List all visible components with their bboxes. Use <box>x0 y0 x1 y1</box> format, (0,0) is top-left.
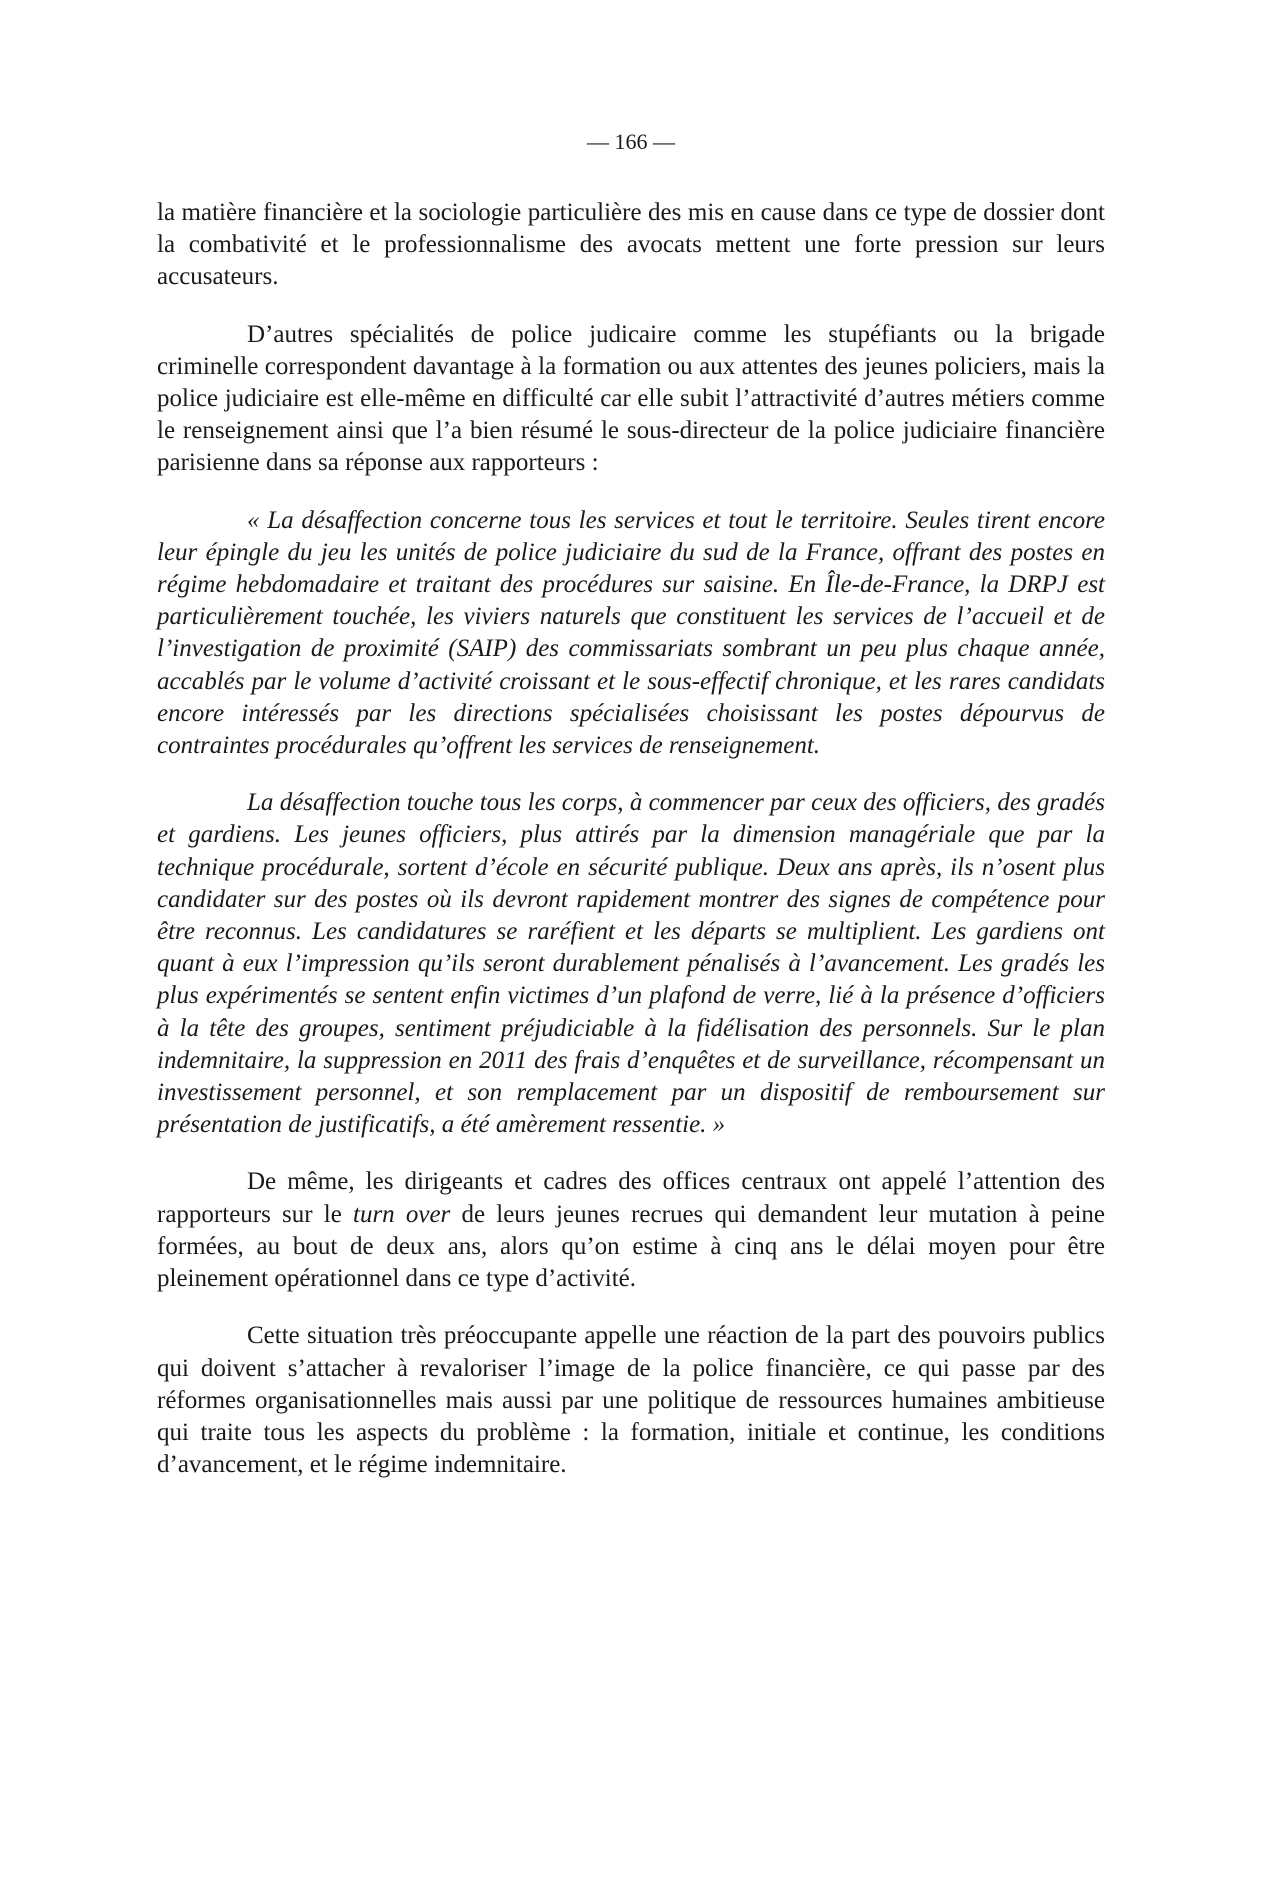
paragraph-continuation: la matière financière et la sociologie particulière des mis en cause dans ce type de dossier dont la combativité et le professionnalisme des avocats mettent une forte pression sur leurs accusateurs. <box>157 199 1105 291</box>
quote-paragraph-desaffection-corps: La désaffection touche tous les corps, à commencer par ceux des officiers, des gradés et gardiens. Les jeunes officiers, plus attirés par la dimension managériale que par la technique procédurale, sortent d’école en sécurité publique. Deux ans après, ils n’osent plus candidater sur des postes où ils devront rapidement montrer des signes de compétence pour être reconnus. Les candidatures se raréfient et les départs se multiplient. Les gardiens ont quant à eux l’impression qu’ils seront durablement pénalisés à l’avancement. Les gradés les plus expérimentés se sentent enfin victimes d’un plafond de verre, lié à la présence d’officiers à la tête des groupes, sentiment préjudiciable à la fidélisation des personnels. Sur le plan indemnitaire, la suppression en 2011 des frais d’enquêtes et de surveillance, récompensant un investissement personnel, et son remplacement par un dispositif de remboursement sur présentation de justificatifs, a été amèrement ressentie. » <box>157 789 1105 1139</box>
document-body <box>157 197 1105 1506</box>
paragraph-conclusion: Cette situation très préoccupante appelle une réaction de la part des pouvoirs publics qui doivent s’attacher à revaloriser l’image de la police financière, ce qui passe par des réformes organisationnelles mais aussi par une politique de ressources humaines ambitieuse qui traite tous les aspects du problème : la formation, initiale et continue, les conditions d’avancement, et le régime indemnitaire. <box>157 1322 1105 1479</box>
paragraph-specialites: D’autres spécialités de police judicaire comme les stupéfiants ou la brigade criminelle correspondent davantage à la formation ou aux attentes des jeunes policiers, mais la police judiciaire est elle-même en difficulté car elle subit l’attractivité d’autres métiers comme le renseignement ainsi que l’a bien résumé le sous-directeur de la police judiciaire financière parisienne dans sa réponse aux rapporteurs : <box>157 320 1105 477</box>
paragraph-offices-centraux-end: de leurs jeunes recrues qui demandent leur mutation à peine formées, au bout de deux ans, alors qu’on estime à cinq ans le délai moyen pour être pleinement opérationnel dans ce type d’activité. <box>157 1200 1105 1293</box>
paragraph-offices-centraux <box>157 1166 1105 1295</box>
turn-over-term: turn over <box>353 1200 451 1228</box>
paragraph-offices-centraux-start: De même, les dirigeants et cadres des offices centraux ont appelé l’attention des rapporteurs sur le <box>157 1168 1105 1228</box>
quote-paragraph-desaffection-territoire: « La désaffection concerne tous les services et tout le territoire. Seules tirent encore leur épingle du jeu les unités de police judiciaire du sud de la France, offrant des postes en régime hebdomadaire et traitant des procédures sur saisine. En Île-de-France, la DRPJ est particulièrement touchée, les viviers naturels que constituent les services de l’accueil et de l’investigation de proximité (SAIP) des commissariats sombrant un peu plus chaque année, accablés par le volume d’activité croissant et le sous-effectif chronique, et les rares candidats encore intéressés par les directions spécialisées choisissant les postes dépourvus de contraintes procédurales qu’offrent les services de renseignement. <box>157 506 1105 760</box>
page-number: — 166 — <box>587 129 675 154</box>
